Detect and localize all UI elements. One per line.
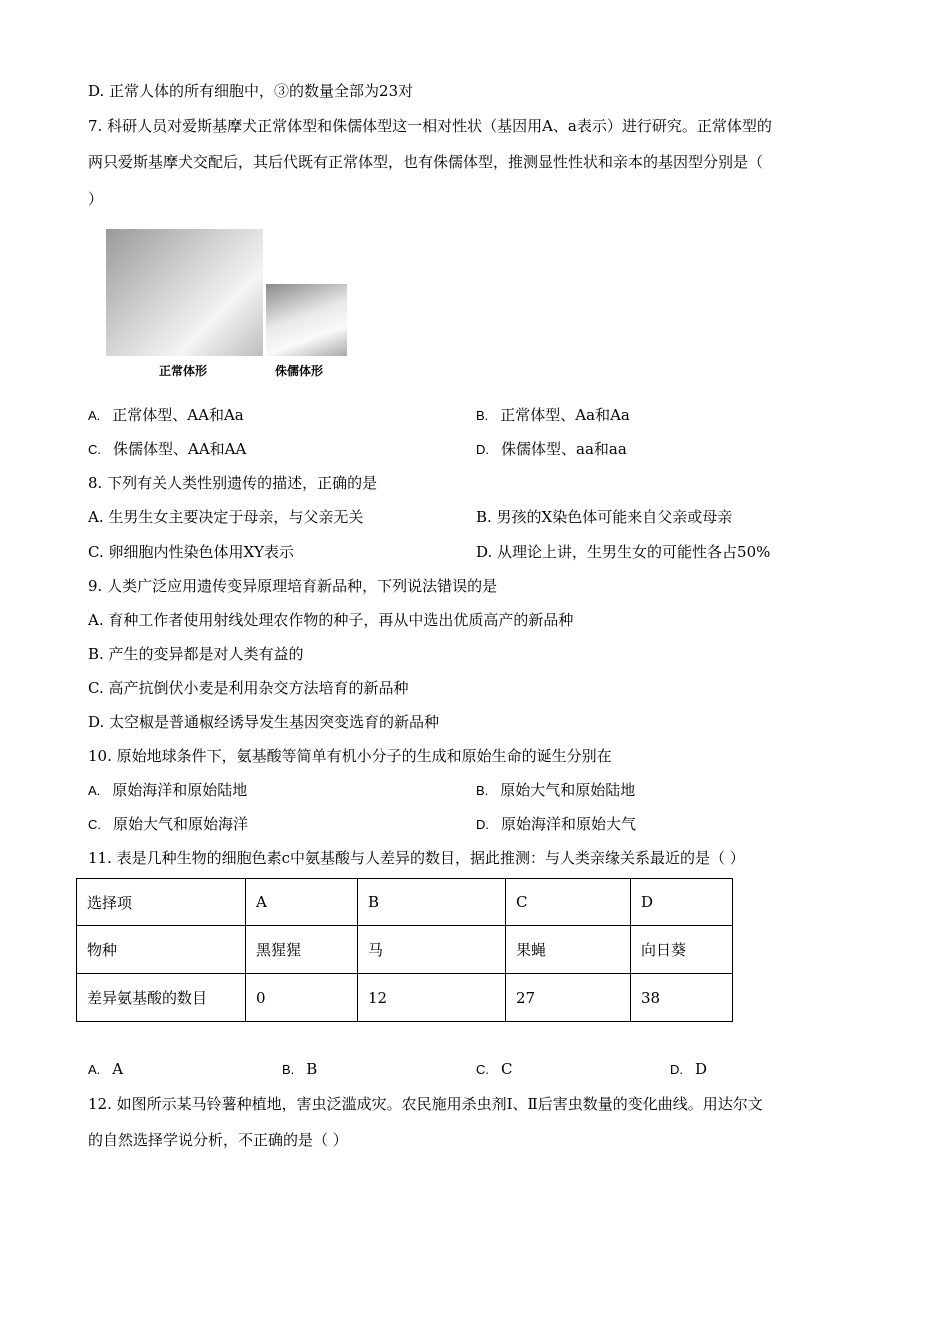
q9-stem: 9. 人类广泛应用遗传变异原理培育新品种，下列说法错误的是 bbox=[88, 577, 498, 595]
q11-option-b bbox=[282, 1059, 317, 1080]
table-cell: 物种 bbox=[77, 926, 246, 974]
q10-option-d bbox=[476, 814, 636, 835]
q10-option-b bbox=[476, 780, 635, 801]
table-cell: 向日葵 bbox=[631, 926, 733, 974]
option-label: D. bbox=[476, 817, 489, 832]
table-cell: 马 bbox=[358, 926, 506, 974]
q8-option-d: D. 从理论上讲，生男生女的可能性各占50% bbox=[476, 543, 771, 561]
table-row bbox=[77, 974, 733, 1022]
table-cell: 0 bbox=[246, 974, 358, 1022]
table-cell: 27 bbox=[506, 974, 631, 1022]
option-label: B. bbox=[282, 1062, 295, 1077]
q8-option-b: B. 男孩的X染色体可能来自父亲或母亲 bbox=[476, 508, 733, 526]
q11-stem: 11. 表是几种生物的细胞色素c中氨基酸与人差异的数目，据此推测：与人类亲缘关系最近的是（ ） bbox=[88, 849, 745, 867]
q11-option-a bbox=[88, 1059, 123, 1080]
q7-stem-line3: ） bbox=[88, 190, 104, 208]
q8-stem: 8. 下列有关人类性别遗传的描述，正确的是 bbox=[88, 474, 378, 492]
option-text: 侏儒体型、aa和aa bbox=[501, 440, 627, 458]
normal-dog-photo bbox=[106, 229, 263, 356]
q7-option-c bbox=[88, 439, 246, 460]
q6-option-d: D. 正常人体的所有细胞中，③的数量全部为23对 bbox=[88, 82, 414, 100]
option-label: B. bbox=[476, 783, 489, 798]
q7-stem-line1: 7. 科研人员对爱斯基摩犬正常体型和侏儒体型这一相对性状（基因用A、a表示）进行研究。正常体型的 bbox=[88, 117, 772, 135]
q9-option-d: D. 太空椒是普通椒经诱导发生基因突变选育的新品种 bbox=[88, 713, 440, 731]
option-label: A. bbox=[88, 1062, 101, 1077]
table-cell: 果蝇 bbox=[506, 926, 631, 974]
option-text: 原始大气和原始陆地 bbox=[500, 781, 636, 799]
cytochrome-table bbox=[76, 878, 733, 1022]
q9-option-c: C. 高产抗倒伏小麦是利用杂交方法培育的新品种 bbox=[88, 679, 409, 697]
option-text: 正常体型、AA和Aa bbox=[112, 406, 244, 424]
q10-option-c bbox=[88, 814, 248, 835]
option-text: 正常体型、Aa和Aa bbox=[500, 406, 630, 424]
option-label: A. bbox=[88, 408, 101, 423]
q7-option-b bbox=[476, 405, 630, 426]
option-text: 原始海洋和原始大气 bbox=[501, 815, 637, 833]
table-cell: D bbox=[631, 879, 733, 926]
table-cell: A bbox=[246, 879, 358, 926]
q12-stem-line1: 12. 如图所示某马铃薯种植地，害虫泛滥成灾。农民施用杀虫剂Ⅰ、Ⅱ后害虫数量的变化曲线。用达尔文 bbox=[88, 1095, 763, 1113]
q11-option-c bbox=[476, 1059, 512, 1080]
q11-option-d bbox=[670, 1059, 707, 1080]
table-cell: 差异氨基酸的数目 bbox=[77, 974, 246, 1022]
q7-stem-line2: 两只爱斯基摩犬交配后，其后代既有正常体型，也有侏儒体型，推测显性性状和亲本的基因型分别是（ bbox=[88, 153, 764, 171]
option-label: D. bbox=[476, 442, 489, 457]
option-text: 侏儒体型、AA和AA bbox=[113, 440, 247, 458]
dwarf-dog-photo bbox=[266, 284, 347, 356]
q10-option-a bbox=[88, 780, 247, 801]
q12-stem-line2: 的自然选择学说分析，不正确的是（ ） bbox=[88, 1131, 348, 1149]
q7-option-a bbox=[88, 405, 244, 426]
table-cell: 38 bbox=[631, 974, 733, 1022]
table-cell: 12 bbox=[358, 974, 506, 1022]
option-label: C. bbox=[88, 817, 101, 832]
table-cell: B bbox=[358, 879, 506, 926]
normal-caption: 正常体形 bbox=[159, 364, 208, 378]
option-text: B bbox=[306, 1060, 318, 1078]
option-label: B. bbox=[476, 408, 489, 423]
option-label: D. bbox=[670, 1062, 683, 1077]
q10-stem: 10. 原始地球条件下，氨基酸等简单有机小分子的生成和原始生命的诞生分别在 bbox=[88, 747, 612, 765]
option-text: A bbox=[112, 1060, 124, 1078]
option-text: 原始海洋和原始陆地 bbox=[112, 781, 248, 799]
table-row bbox=[77, 926, 733, 974]
option-label: A. bbox=[88, 783, 101, 798]
table-row bbox=[77, 879, 733, 926]
q8-option-a: A. 生男生女主要决定于母亲，与父亲无关 bbox=[88, 508, 364, 526]
option-label: C. bbox=[88, 442, 101, 457]
q9-option-b: B. 产生的变异都是对人类有益的 bbox=[88, 645, 304, 663]
option-text: D bbox=[695, 1060, 708, 1078]
option-text: 原始大气和原始海洋 bbox=[113, 815, 249, 833]
q7-option-d bbox=[476, 439, 627, 460]
option-label: C. bbox=[476, 1062, 489, 1077]
option-text: C bbox=[501, 1060, 513, 1078]
table-cell: 选择项 bbox=[77, 879, 246, 926]
table-cell: 黑猩猩 bbox=[246, 926, 358, 974]
dwarf-caption: 侏儒体形 bbox=[275, 364, 324, 378]
q8-option-c: C. 卵细胞内性染色体用XY表示 bbox=[88, 543, 295, 561]
table-cell: C bbox=[506, 879, 631, 926]
q9-option-a: A. 育种工作者使用射线处理农作物的种子，再从中选出优质高产的新品种 bbox=[88, 611, 574, 629]
